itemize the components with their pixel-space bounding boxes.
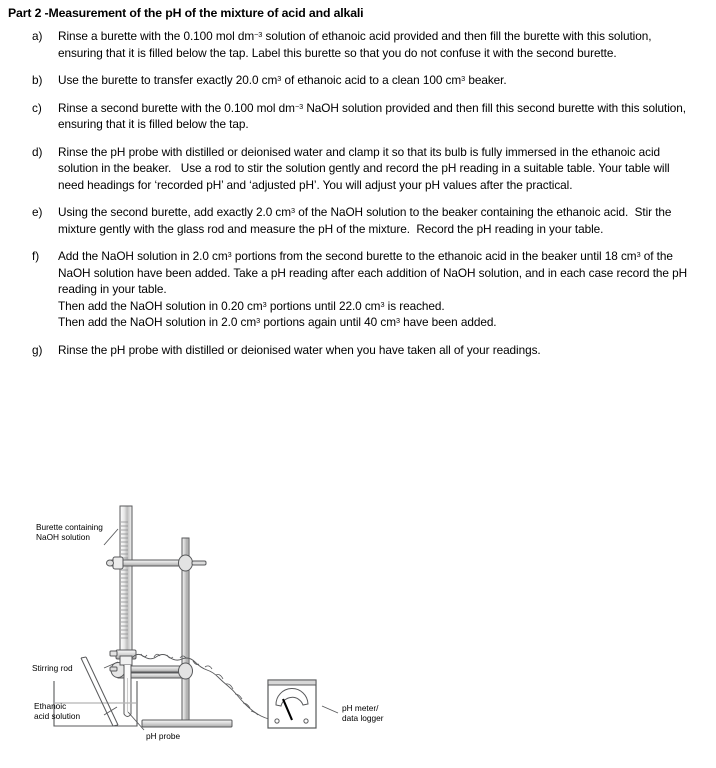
- label-ethanoic-line1: Ethanoic: [34, 701, 67, 711]
- list-item-marker: a): [32, 29, 43, 43]
- ph-probe-icon: [120, 656, 132, 717]
- label-ph-probe: pH probe: [146, 731, 181, 741]
- label-burette-line1: Burette containing: [36, 522, 103, 532]
- list-item-text: Rinse a second burette with the 0.100 mol $dm^{-3}$ NaOH solution provided and then fill this second burette with this solution, ensuring that it is filled below the tap.: [58, 100, 686, 131]
- list-item-marker: g): [32, 342, 43, 357]
- ph-meter-icon: [268, 680, 316, 728]
- apparatus-diagram: [0, 500, 716, 768]
- list-item-text: Rinse a burette with the 0.100 mol $dm^{-3}$ solution of ethanoic acid provided and then fill the burette with this solution, ensuring that it is filled below the tap. Label this burette so that you do not confuse it with the second burette.: [58, 29, 652, 60]
- list-item-text: Use the burette to transfer exactly 20.0 $cm^3$ of ethanoic acid to a clean 100 $cm^3$ beaker.: [58, 73, 507, 87]
- list-item-text: Add the NaOH solution in 2.0 $cm^3$ portions from the second burette to the ethanoic acid in the beaker until 18 $cm^3$ of the NaOH solution have been added. Take a pH reading after each addition of NaOH solution, and in each case record the pH reading in your table. Then add the NaOH solution in 0.20 $cm^3$ portions until 22.0 $cm^3$ is reached. Then add the NaOH solution in 2.0 $cm^3$ portions again until 40 $cm^3$ have been added.: [58, 249, 688, 329]
- label-meter-line2: data logger: [342, 713, 384, 723]
- list-item-text: Rinse the pH probe with distilled or deionised water when you have taken all of your readings.: [58, 342, 541, 357]
- list-item-marker: b): [32, 73, 43, 87]
- label-burette-line2: NaOH solution: [36, 532, 90, 542]
- label-ethanoic-line2: acid solution: [34, 711, 81, 721]
- label-meter-line1: pH meter/: [342, 703, 379, 713]
- list-item-marker: e): [32, 205, 43, 219]
- list-item-marker: f): [32, 249, 40, 263]
- list-item-text: Using the second burette, add exactly 2.0 $cm^3$ of the NaOH solution to the beaker containing the ethanoic acid. Stir the mixture gently with the glass rod and measure the pH of the mixture. Record the pH reading in your table.: [58, 205, 672, 236]
- list-item: [0, 204, 716, 237]
- list-item: [0, 100, 716, 133]
- list-item: [0, 342, 716, 359]
- list-item: [0, 72, 716, 89]
- burette-clamp-icon: [107, 555, 207, 571]
- list-item-marker: c): [32, 100, 42, 115]
- label-stirring-rod: Stirring rod: [32, 663, 73, 673]
- probe-cable-icon: [132, 654, 269, 719]
- list-item: [0, 144, 716, 194]
- list-item: [0, 28, 716, 61]
- instruction-list: [0, 28, 716, 369]
- page-title: Part 2 -Measurement of the pH of the mixture of acid and alkali: [8, 6, 364, 20]
- list-item-text: Rinse the pH probe with distilled or deionised water and clamp it so that its bulb is fully immersed in the ethanoic acid solution in the beaker. Use a rod to stir the solution gently and record the pH reading in a suitable table. Your table will need headings for ‘recorded pH’ and ‘adjusted pH’. You will adjust your pH values after the practical.: [58, 144, 670, 192]
- list-item: [0, 248, 716, 331]
- list-item-marker: d): [32, 144, 43, 159]
